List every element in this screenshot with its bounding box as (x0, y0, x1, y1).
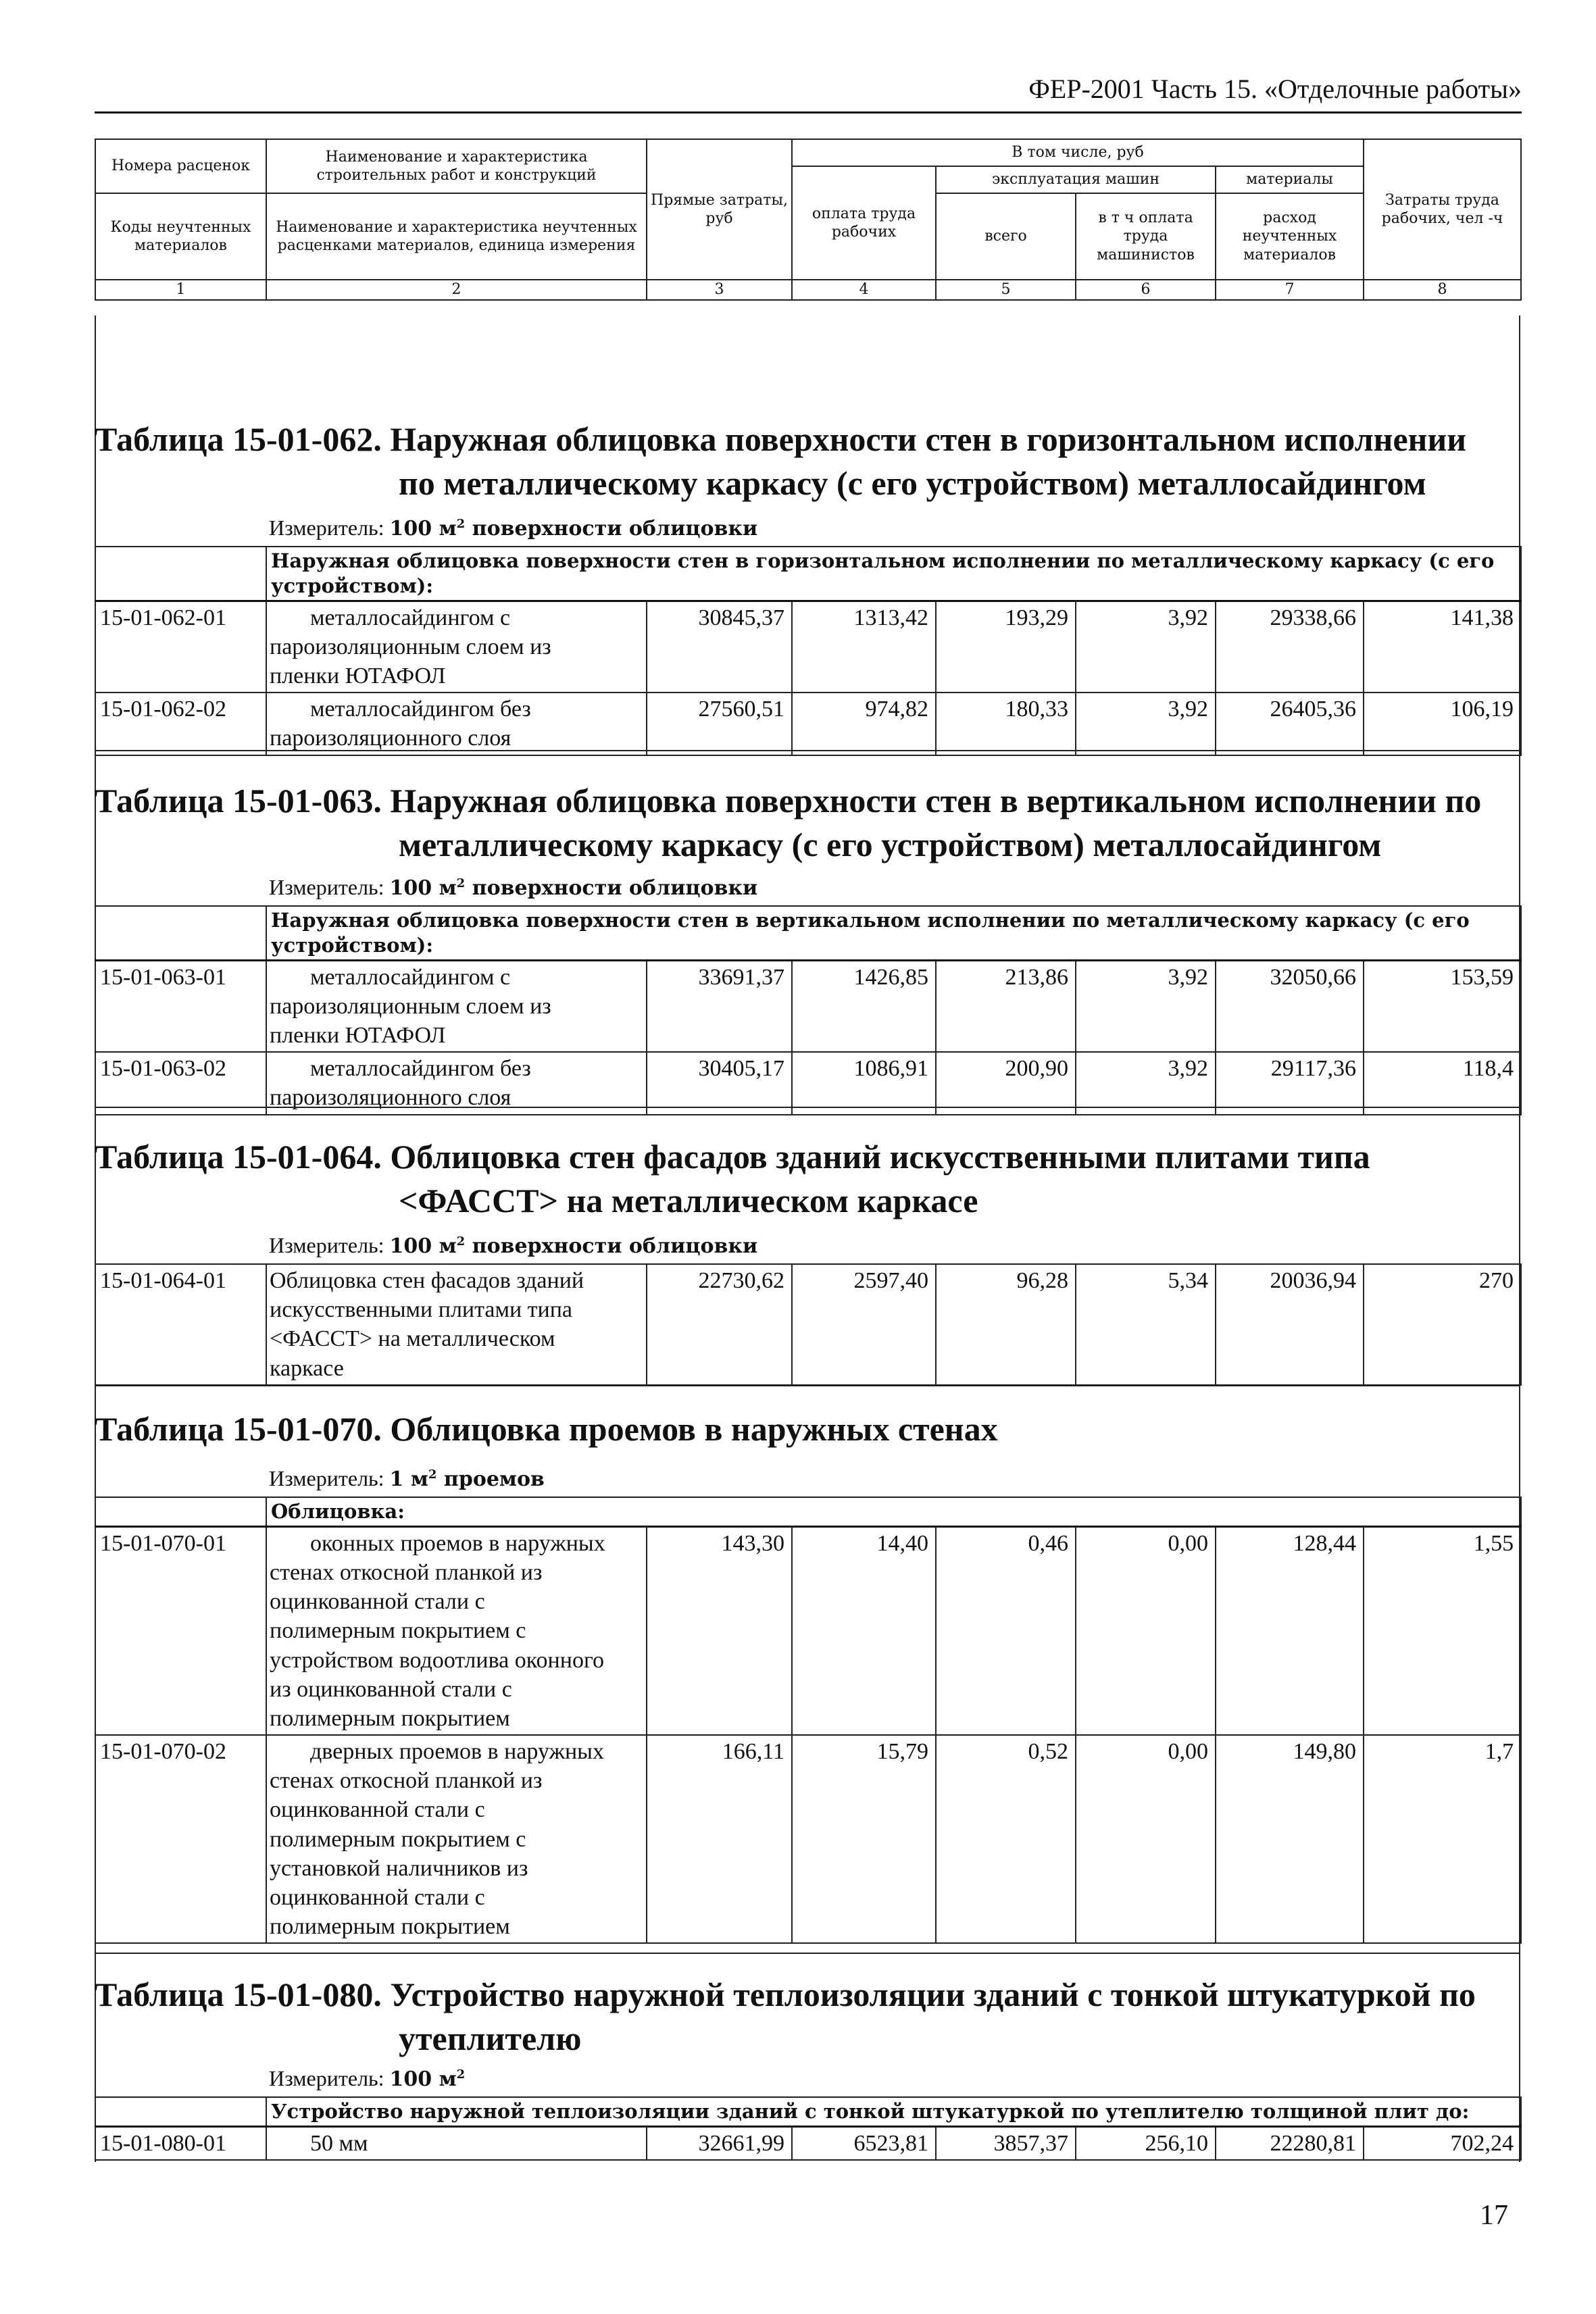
table-title-line-2: <ФАССТ> на металлическом каркасе (399, 1182, 978, 1219)
table-row (95, 1264, 1521, 1385)
table-title-line-1: Таблица 15-01-063. Наружная облицовка поверхности стен в вертикальном исполнении по (95, 782, 1482, 820)
rate-code: 15-01-062-01 (95, 601, 266, 693)
rate-description (266, 1735, 647, 1943)
table-row (95, 1735, 1521, 1943)
rate-description (266, 693, 647, 755)
group-empty-cell (95, 547, 266, 601)
description-line: Облицовка стен фасадов зданий (270, 1268, 584, 1293)
unit-of-measure (269, 875, 757, 900)
value-c8: 106,19 (1364, 693, 1521, 755)
description-line: установкой наличников из (270, 1855, 528, 1881)
value-c5: 180,33 (936, 693, 1076, 755)
description-line: металлосайдингом без (310, 697, 531, 722)
section-divider (95, 750, 1520, 751)
unit-of-measure (269, 515, 757, 540)
description-line: стенах откосной планкой из (270, 1768, 543, 1794)
rate-code: 15-01-063-02 (95, 1052, 266, 1114)
description-line: полимерным покрытием с (270, 1826, 526, 1852)
value-c4: 2597,40 (792, 1264, 936, 1385)
header-rule (95, 111, 1522, 114)
rate-code: 15-01-062-02 (95, 693, 266, 755)
description-line: дверных проемов в наружных (310, 1739, 605, 1765)
description-line: оцинкованной стали с (270, 1797, 485, 1823)
section-divider (95, 1385, 1520, 1386)
section-divider (95, 1107, 1520, 1108)
group-empty-cell (95, 2097, 266, 2126)
table-title-line-1: Таблица 15-01-070. Облицовка проемов в наружных стенах (95, 1410, 998, 1448)
group-heading-row (95, 1497, 1521, 1526)
description-line: устройством водоотлива оконного (270, 1647, 605, 1673)
value-c4: 974,82 (792, 693, 936, 755)
description-line: оцинкованной стали с (270, 1589, 485, 1615)
value-c3: 27560,51 (647, 693, 792, 755)
value-c8: 270 (1364, 1264, 1521, 1385)
header-col2a: Наименование и характеристика строительных работ и конструкций (266, 139, 647, 193)
unit-value: 100 м (389, 2067, 457, 2091)
value-c5: 96,28 (936, 1264, 1076, 1385)
unit-prefix: Измеритель: (269, 1233, 384, 1257)
value-c3: 143,30 (647, 1526, 792, 1735)
description-line: пароизоляционным слоем из (270, 993, 551, 1019)
unit-of-measure (269, 1466, 545, 1491)
table-row (95, 960, 1521, 1052)
value-c3: 30405,17 (647, 1052, 792, 1114)
value-c8: 153,59 (1364, 960, 1521, 1052)
group-heading: Устройство наружной теплоизоляции зданий с тонкой штукатуркой по утеплителю толщиной плит до: (266, 2097, 1521, 2126)
table-title (95, 779, 1481, 867)
unit-of-measure (269, 2066, 465, 2091)
value-c4: 1426,85 (792, 960, 936, 1052)
value-c6: 3,92 (1076, 1052, 1216, 1114)
description-line: стенах откосной планкой из (270, 1560, 543, 1585)
unit-suffix: поверхности облицовки (465, 1234, 758, 1258)
page-number: 17 (1480, 2200, 1508, 2231)
unit-exponent: 2 (456, 517, 466, 531)
col-number: 6 (1076, 280, 1216, 300)
table-title (95, 1407, 998, 1451)
rate-code: 15-01-070-01 (95, 1526, 266, 1735)
rate-description (266, 960, 647, 1052)
rate-code: 15-01-064-01 (95, 1264, 266, 1385)
col-number: 4 (792, 280, 936, 300)
col-number: 3 (647, 280, 792, 300)
value-c7: 128,44 (1216, 1526, 1364, 1735)
description-line: искусственными плитами типа (270, 1297, 573, 1323)
header-col1a: Номера расценок (95, 139, 266, 193)
table-title (95, 1135, 1370, 1223)
rate-description (266, 2126, 647, 2160)
unit-of-measure (269, 1233, 757, 1258)
header-col4: оплата труда рабочих (792, 166, 936, 280)
table-title (95, 418, 1466, 505)
description-line: пароизоляционного слоя (270, 726, 512, 751)
col-number: 1 (95, 280, 266, 300)
running-head: ФЕР-2001 Часть 15. «Отделочные работы» (1028, 74, 1522, 104)
value-c6: 0,00 (1076, 1735, 1216, 1943)
table-title-line-2: утеплителю (399, 2019, 582, 2057)
description-line: оцинкованной стали с (270, 1884, 485, 1910)
value-c8: 1,7 (1364, 1735, 1521, 1943)
description-line: металлосайдингом без (310, 1056, 531, 1082)
description-line: металлосайдингом с (310, 964, 511, 990)
value-c7: 29338,66 (1216, 601, 1364, 693)
value-c3: 30845,37 (647, 601, 792, 693)
description-line: <ФАССТ> на металлическом (270, 1326, 555, 1352)
value-c5: 200,90 (936, 1052, 1076, 1114)
value-c5: 193,29 (936, 601, 1076, 693)
header-col7: расход неучтенных материалов (1216, 193, 1364, 280)
unit-suffix: поверхности облицовки (465, 517, 758, 540)
unit-suffix: проемов (437, 1467, 545, 1491)
description-line: оконных проемов в наружных (310, 1530, 605, 1556)
rates-table (95, 546, 1522, 756)
rate-code: 15-01-070-02 (95, 1735, 266, 1943)
value-c7: 32050,66 (1216, 960, 1364, 1052)
header-col1b: Коды неучтенных материалов (95, 193, 266, 280)
table-title-line-1: Таблица 15-01-064. Облицовка стен фасадов зданий искусственными плитами типа (95, 1138, 1370, 1176)
unit-value: 100 м (389, 876, 457, 900)
description-line: полимерным покрытием с (270, 1618, 526, 1644)
value-c6: 3,92 (1076, 960, 1216, 1052)
header-col6: в т ч оплата труда машинистов (1076, 193, 1216, 280)
value-c4: 14,40 (792, 1526, 936, 1735)
description-line: пароизоляционного слоя (270, 1085, 512, 1111)
group-heading: Наружная облицовка поверхности стен в горизонтальном исполнении по металлическому каркасу (с его устройством): (266, 547, 1521, 601)
value-c5: 0,52 (936, 1735, 1076, 1943)
rates-table (95, 2096, 1522, 2161)
value-c4: 6523,81 (792, 2126, 936, 2160)
value-c7: 149,80 (1216, 1735, 1364, 1943)
unit-prefix: Измеритель: (269, 2066, 384, 2090)
value-c6: 256,10 (1076, 2126, 1216, 2160)
header-incl: В том числе, руб (792, 139, 1364, 166)
group-heading-row (95, 2097, 1521, 2126)
table-title-line-1: Таблица 15-01-080. Устройство наружной теплоизоляции зданий с тонкой штукатуркой по (95, 1976, 1476, 2013)
description-line: полимерным покрытием (270, 1914, 510, 1940)
table-title-line-2: металлическому каркасу (с его устройством) металлосайдингом (399, 826, 1382, 863)
value-c7: 22280,81 (1216, 2126, 1364, 2160)
value-c3: 22730,62 (647, 1264, 792, 1385)
unit-suffix: поверхности облицовки (465, 876, 758, 900)
rate-description (266, 601, 647, 693)
group-heading: Наружная облицовка поверхности стен в вертикальном исполнении по металлическому каркасу (с его устройством): (266, 906, 1521, 960)
unit-value: 100 м (389, 1234, 457, 1258)
col-number: 5 (936, 280, 1076, 300)
unit-prefix: Измеритель: (269, 1466, 384, 1490)
value-c6: 0,00 (1076, 1526, 1216, 1735)
value-c5: 213,86 (936, 960, 1076, 1052)
rate-code: 15-01-080-01 (95, 2126, 266, 2160)
description-line: металлосайдингом с (310, 605, 511, 630)
description-line: пленки ЮТАФОЛ (270, 1023, 446, 1048)
unit-exponent: 2 (456, 876, 466, 890)
header-col3: Прямые затраты, руб (647, 139, 792, 280)
group-empty-cell (95, 906, 266, 960)
col-number: 8 (1364, 280, 1521, 300)
col-number: 2 (266, 280, 647, 300)
value-c3: 166,11 (647, 1735, 792, 1943)
section-divider (95, 1953, 1520, 1954)
value-c4: 15,79 (792, 1735, 936, 1943)
unit-exponent: 2 (428, 1467, 437, 1482)
value-c4: 1086,91 (792, 1052, 936, 1114)
description-line: 50 мм (310, 2130, 368, 2156)
value-c8: 1,55 (1364, 1526, 1521, 1735)
description-line: из оцинкованной стали с (270, 1676, 512, 1702)
table-title-line-1: Таблица 15-01-062. Наружная облицовка поверхности стен в горизонтальном исполнении (95, 420, 1467, 458)
unit-prefix: Измеритель: (269, 515, 384, 540)
table-row (95, 2126, 1521, 2160)
value-c6: 3,92 (1076, 601, 1216, 693)
group-heading-row (95, 547, 1521, 601)
unit-value: 1 м (389, 1467, 428, 1491)
table-title-line-2: по металлическому каркасу (с его устройством) металлосайдингом (399, 464, 1426, 502)
value-c3: 33691,37 (647, 960, 792, 1052)
description-line: пароизоляционным слоем из (270, 634, 551, 659)
group-heading-row (95, 906, 1521, 960)
unit-value: 100 м (389, 517, 457, 540)
description-line: каркасе (270, 1355, 344, 1381)
value-c8: 141,38 (1364, 601, 1521, 693)
value-c8: 118,4 (1364, 1052, 1521, 1114)
value-c5: 0,46 (936, 1526, 1076, 1735)
value-c8: 702,24 (1364, 2126, 1521, 2160)
table-row (95, 693, 1521, 755)
description-line: пленки ЮТАФОЛ (270, 663, 446, 688)
rate-description (266, 1526, 647, 1735)
unit-exponent: 2 (456, 2067, 466, 2082)
unit-exponent: 2 (456, 1234, 466, 1249)
header-machines: эксплуатация машин (936, 166, 1216, 193)
value-c6: 5,34 (1076, 1264, 1216, 1385)
rates-table (95, 1263, 1522, 1386)
value-c7: 29117,36 (1216, 1052, 1364, 1114)
rate-description (266, 1264, 647, 1385)
rates-table (95, 1496, 1522, 1944)
value-c7: 26405,36 (1216, 693, 1364, 755)
header-col2b: Наименование и характеристика неучтенных расценками материалов, единица измерения (266, 193, 647, 280)
value-c4: 1313,42 (792, 601, 936, 693)
rate-code: 15-01-063-01 (95, 960, 266, 1052)
header-col8: Затраты труда рабочих, чел -ч (1364, 139, 1521, 280)
value-c6: 3,92 (1076, 693, 1216, 755)
header-col5: всего (936, 193, 1076, 280)
col-number: 7 (1216, 280, 1364, 300)
column-header-table (95, 139, 1522, 301)
value-c3: 32661,99 (647, 2126, 792, 2160)
value-c7: 20036,94 (1216, 1264, 1364, 1385)
description-line: полимерным покрытием (270, 1705, 510, 1731)
header-materials: материалы (1216, 166, 1364, 193)
rates-table (95, 905, 1522, 1115)
table-row (95, 1052, 1521, 1114)
table-row (95, 601, 1521, 693)
group-heading: Облицовка: (266, 1497, 1521, 1526)
table-row (95, 1526, 1521, 1735)
unit-prefix: Измеритель: (269, 875, 384, 899)
group-empty-cell (95, 1497, 266, 1526)
value-c5: 3857,37 (936, 2126, 1076, 2160)
table-title (95, 1973, 1476, 2061)
rate-description (266, 1052, 647, 1114)
